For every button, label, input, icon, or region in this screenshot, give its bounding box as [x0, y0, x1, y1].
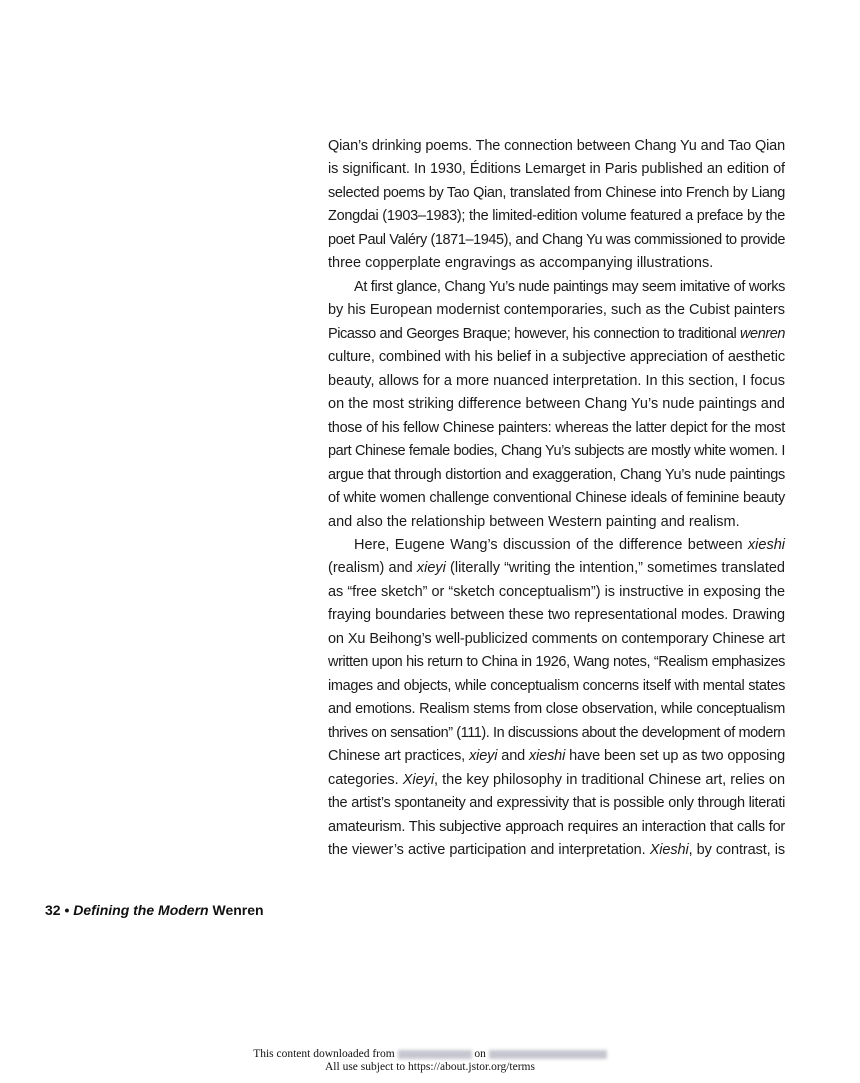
running-footer: [45, 902, 264, 918]
text-segment: , by contrast, is: [688, 842, 785, 859]
page-number: 32: [45, 902, 61, 918]
text-segment: images and objects, while conceptualism concerns itself with mental states: [328, 677, 785, 694]
redacted-timestamp: [489, 1050, 607, 1059]
text-segment: (realism) and: [328, 560, 417, 577]
text-segment: categories.: [328, 771, 403, 788]
book-title-italic: Defining the Modern: [73, 902, 209, 918]
italic-term: xieshi: [747, 536, 785, 553]
text-segment: as “free sketch” or “sketch conceptualism”) is instructive in exposing the: [328, 583, 785, 600]
text-line: [328, 816, 785, 839]
text-line: [328, 839, 785, 862]
text-line: [328, 722, 785, 745]
text-segment: amateurism. This subjective approach requires an interaction that calls for: [328, 818, 785, 835]
text-segment: the viewer’s active participation and interpretation.: [328, 842, 650, 859]
text-segment: argue that through distortion and exaggeration, Chang Yu’s nude paintings: [328, 466, 785, 483]
text-segment: (literally “writing the intention,” sometimes translated: [445, 560, 785, 577]
text-segment: At first glance, Chang Yu’s nude paintings may seem imitative of works: [354, 278, 785, 295]
text-segment: and emotions. Realism stems from close observation, while conceptualism: [328, 701, 785, 718]
text-line: [328, 769, 785, 792]
text-line: [328, 229, 785, 252]
text-segment: and also the relationship between Western painting and realism.: [328, 513, 740, 530]
text-line: [328, 628, 785, 651]
text-line: [328, 464, 785, 487]
text-line: [328, 417, 785, 440]
text-segment: the artist’s spontaneity and expressivity that is possible only through literati: [328, 795, 785, 812]
text-line: [328, 534, 785, 557]
text-line: [328, 604, 785, 627]
text-line: [328, 698, 785, 721]
text-line: [328, 581, 785, 604]
text-segment: is significant. In 1930, Éditions Lemarget in Paris published an edition of: [328, 161, 785, 178]
text-line: [328, 252, 785, 275]
text-segment: Zongdai (1903–1983); the limited-edition volume featured a preface by the: [328, 208, 785, 225]
text-segment: beauty, allows for a more nuanced interpretation. In this section, I focus: [328, 372, 785, 389]
text-line: [328, 346, 785, 369]
terms-line: All use subject to https://about.jstor.org/terms: [325, 1061, 535, 1073]
text-segment: poet Paul Valéry (1871–1945), and Chang Yu was commissioned to provide: [328, 231, 785, 248]
text-segment: Chinese art practices,: [328, 748, 470, 765]
text-line: [328, 651, 785, 674]
text-segment: culture, combined with his belief in a subjective appreciation of aesthetic: [328, 349, 785, 366]
text-line: [328, 393, 785, 416]
text-segment: Here, Eugene Wang’s discussion of the difference between: [354, 536, 748, 553]
italic-term: Xieyi: [402, 771, 435, 788]
text-line: [328, 158, 785, 181]
text-segment: , the key philosophy in traditional Chinese art, relies on: [434, 771, 785, 788]
text-line: [328, 135, 785, 158]
text-segment: three copperplate engravings as accompanying illustrations.: [328, 255, 714, 272]
text-segment: have been set up as two opposing: [565, 748, 785, 765]
text-segment: thrives on sensation” (111). In discussions about the development of modern: [328, 724, 785, 741]
text-segment: part Chinese female bodies, Chang Yu’s subjects are mostly white women. I: [328, 443, 785, 460]
text-line: [328, 276, 785, 299]
text-segment: written upon his return to China in 1926, Wang notes, “Realism emphasizes: [328, 654, 785, 671]
redacted-ip: [398, 1050, 472, 1059]
italic-term: xieyi: [469, 748, 498, 765]
text-line: [328, 557, 785, 580]
text-segment: of white women challenge conventional Chinese ideals of feminine beauty: [328, 490, 785, 507]
italic-term: wenren: [740, 325, 785, 342]
text-segment: by his European modernist contemporaries, such as the Cubist painters: [328, 302, 785, 319]
italic-term: Xieshi: [649, 842, 689, 859]
text-segment: Picasso and Georges Braque; however, his connection to traditional: [328, 325, 741, 342]
text-segment: selected poems by Tao Qian, translated from Chinese into French by Liang: [328, 184, 785, 201]
body-text: [328, 135, 785, 863]
text-line: [328, 370, 785, 393]
bullet-separator: •: [64, 902, 70, 918]
text-line: [328, 675, 785, 698]
text-segment: Qian’s drinking poems. The connection between Chang Yu and Tao Qian: [328, 138, 785, 154]
italic-term: xieshi: [529, 748, 566, 765]
text-line: [328, 487, 785, 510]
text-line: [328, 299, 785, 322]
text-line: [328, 182, 785, 205]
text-line: [328, 511, 785, 534]
text-line: [328, 745, 785, 768]
text-segment: on Xu Beihong’s well-publicized comments on contemporary Chinese art: [328, 630, 785, 647]
text-segment: those of his fellow Chinese painters: whereas the latter depict for the most: [328, 419, 785, 436]
text-segment: on the most striking difference between Chang Yu’s nude paintings and: [328, 396, 785, 413]
text-line: [328, 205, 785, 228]
jstor-download-notice: [0, 1048, 860, 1074]
text-line: [328, 323, 785, 346]
download-line: This content downloaded from on: [0, 1048, 860, 1061]
text-line: [328, 440, 785, 463]
text-segment: fraying boundaries between these two representational modes. Drawing: [328, 607, 785, 624]
italic-term: xieyi: [416, 560, 446, 577]
text-line: [328, 792, 785, 815]
text-segment: and: [497, 748, 530, 765]
book-title-roman: Wenren: [212, 902, 264, 918]
